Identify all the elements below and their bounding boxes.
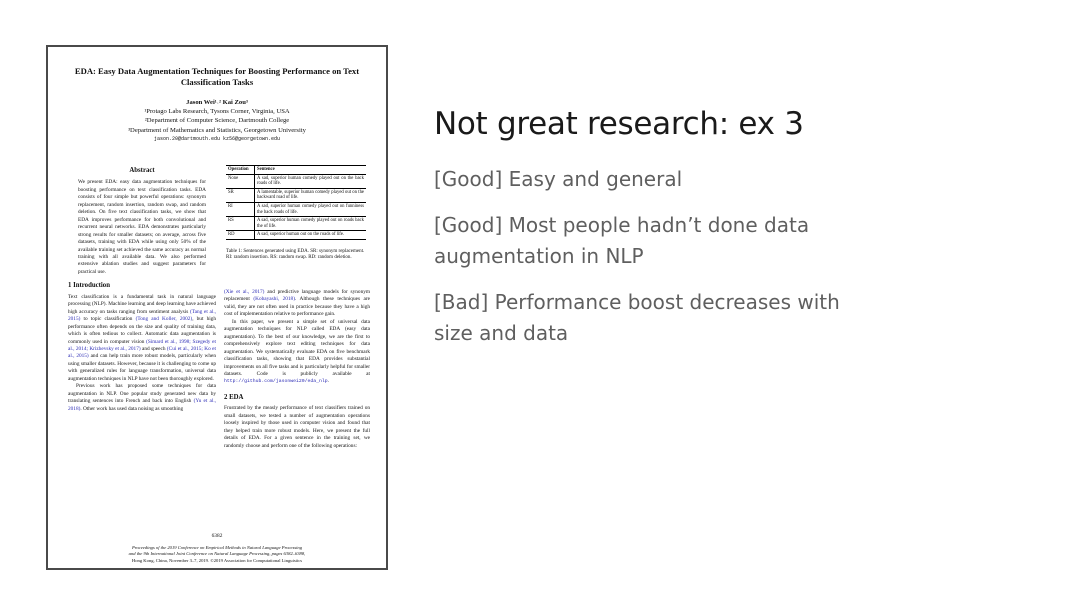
paper-authors-block — [48, 98, 386, 144]
slide-bullet-list — [434, 164, 874, 364]
table-row: RS A sad, superior human comedy played out on roads back the of life. — [226, 217, 366, 231]
table-caption: Table 1: Sentences generated using EDA. SR: synonym replacement. RI: random insertion. RS: random swap. RD: random deletion. — [226, 248, 365, 261]
section-heading-introduction: 1 Introduction — [68, 282, 110, 290]
abstract-heading: Abstract — [129, 167, 155, 174]
slide-bullet: [Bad] Performance boost decreases with size and data — [434, 290, 840, 345]
table-row: None A sad, superior human comedy played out on the back roads of life. — [226, 174, 366, 188]
section-heading-eda: 2 EDA — [224, 393, 244, 401]
paper-thumbnail — [46, 45, 388, 570]
paper-right-column — [224, 165, 370, 262]
table-header: Sentence — [255, 166, 367, 175]
right-paragraph-1: (Xie et al., 2017) and predictive language models for synonym replacement (Kobayashi, 2018). Although these techniques are valid, they are not often used in practice because they have a high cost of implementation relative to performance gain. — [224, 289, 370, 318]
intro-paragraph-2: Previous work has proposed some techniques for data augmentation in NLP. One popular study generated new data by translating sentences into French and back into English (Yu et al., 2018). Other work has used data noising as smoothing — [68, 383, 216, 412]
paper-right-column-body — [224, 289, 370, 450]
paper-left-column — [68, 167, 216, 413]
table-row: RD A sad, superior human out on the roads of life. — [226, 231, 366, 240]
paper-affiliation: ³Department of Mathematics and Statistics, Georgetown University — [128, 126, 306, 134]
paper-affiliation: ²Department of Computer Science, Dartmouth College — [144, 117, 290, 125]
slide-bullet: [Good] Most people hadn’t done data augmentation in NLP — [434, 213, 810, 268]
table-header: Operation — [226, 166, 255, 175]
code-url-link: http://github.com/jasonwei20/eda_nlp — [224, 379, 328, 385]
abstract-text: We present EDA: easy data augmentation techniques for boosting performance on text classification tasks. EDA consists of four simple but powerful operations: synonym replacement, random insertion, random swap, and random deletion. On five text classification tasks, we show that EDA improves performance for both convolutional and recurrent neural networks. EDA demonstrates particularly strong results for smaller datasets; on average, across five datasets, training with EDA while using only 50% of the available training set achieved the same accuracy as normal training with all available data. We also performed extensive ablation studies and suggest parameters for practical use. — [78, 179, 206, 275]
operations-table — [226, 165, 366, 240]
paper-affiliation: ¹Protago Labs Research, Tysons Corner, Virginia, USA — [144, 108, 290, 116]
slide-bullet: [Good] Easy and general — [434, 167, 683, 191]
paper-title: EDA: Easy Data Augmentation Techniques for Boosting Performance on Text Classification Tasks — [74, 66, 360, 87]
eda-paragraph: Frustrated by the measly performance of text classifiers trained on small datasets, we tested a number of augmentation operations loosely inspired by those used in computer vision and found that they helped train more robust models. Here, we present the full details of EDA. For a given sentence in the training set, we randomly choose and perform one of the following operations: — [224, 405, 370, 449]
proceedings-footer: Proceedings of the 2019 Conference on Empirical Methods in Natural Language Processing and the 9th International Joint Conference on Natural Language Processing, pages 6382–6388, Hong Kong, China, November 3–7, 2019. ©2019 Association for Computational Linguistics — [128, 545, 306, 563]
table-row: SR A lamentable, superior human comedy played out on the backward road of life. — [226, 188, 366, 202]
slide-title: Not great research: ex 3 — [434, 106, 804, 142]
intro-paragraph-1: Text classification is a fundamental task in natural language processing (NLP). Machine learning and deep learning have achieved high accuracy on tasks ranging from sentiment analysis (Tang et al., 2015) to topic classification (Tong and Koller, 2002), but high performance often depends on the size and quality of training data, which is often tedious to collect. Automatic data augmentation is commonly used in computer vision (Simard et al., 1998; Szegedy et al., 2014; Krizhevsky et al., 2017) and speech (Cui et al., 2015; Ko et al., 2015) and can help train more robust models, particularly when using smaller datasets. However, because it is challenging to come up with generalized rules for language transformation, universal data augmentation techniques in NLP have not been thoroughly explored. — [68, 293, 216, 382]
table-row: RI A sad, superior human comedy played out on funniness the back roads of life. — [226, 202, 366, 216]
page-number: 6382 — [211, 533, 223, 539]
right-paragraph-2: In this paper, we present a simple set of universal data augmentation techniques for NLP called EDA (easy data augmentation). To the best of our knowledge, we are the first to comprehensively explore text editing techniques for data augmentation. We systematically evaluate EDA on five benchmark classification tasks, showing that EDA provides substantial improvements on all five tasks and is particularly helpful for smaller datasets. Code is publicly available at http://github.com/jasonwei20/eda_nlp. — [224, 318, 370, 385]
paper-emails: jason.20@dartmouth.edu kz56@georgetown.edu — [153, 135, 281, 142]
paper-authors: Jason Wei¹˒² Kai Zou³ — [186, 99, 248, 106]
